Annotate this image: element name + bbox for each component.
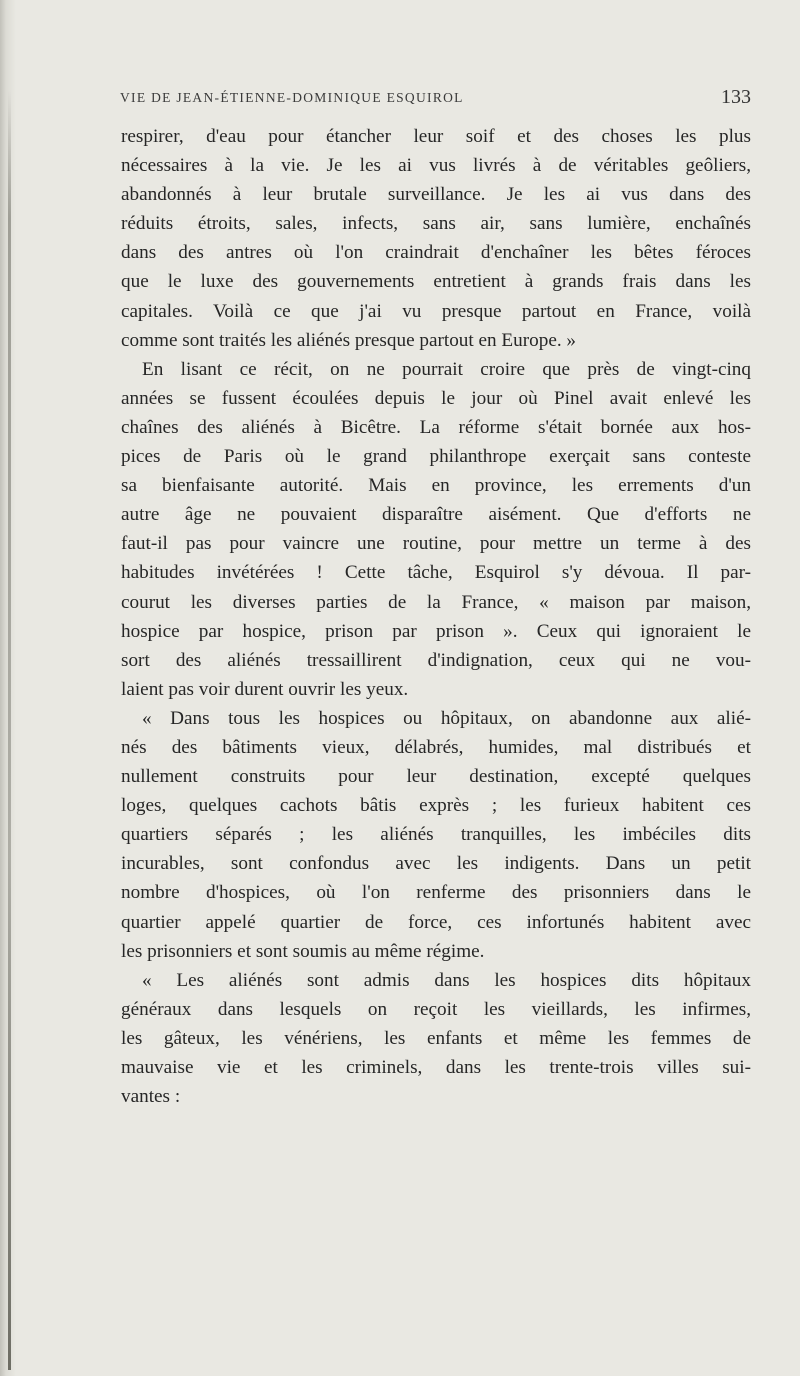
text-line: réduits étroits, sales, infects, sans air, sans lumière, enchaînés <box>121 213 751 235</box>
text-line: hospice par hospice, prison par prison ». Ceux qui ignoraient le <box>121 620 751 642</box>
page-header <box>120 86 751 110</box>
text-line: nés des bâtiments vieux, délabrés, humides, mal distribués et <box>121 736 751 758</box>
page-number: 133 <box>721 86 751 108</box>
paragraph-start-line: « Les aliénés sont admis dans les hospices dits hôpitaux <box>142 969 751 991</box>
text-line: sa bienfaisante autorité. Mais en province, les errements d'un <box>121 475 751 497</box>
text-line: nullement construits pour leur destination, excepté quelques <box>121 766 751 788</box>
text-line: les prisonniers et sont soumis au même régime. <box>121 940 485 962</box>
text-line: pices de Paris où le grand philanthrope exerçait sans conteste <box>121 446 751 468</box>
text-line: autre âge ne pouvaient disparaître aisément. Que d'efforts ne <box>121 504 751 526</box>
text-line: mauvaise vie et les criminels, dans les trente-trois villes sui- <box>121 1057 751 1078</box>
paragraph-start-line: « Dans tous les hospices ou hôpitaux, on abandonne aux alié- <box>142 707 751 729</box>
text-line: courut les diverses parties de la France, « maison par maison, <box>121 591 751 613</box>
text-line: quartier appelé quartier de force, ces infortunés habitent avec <box>121 911 751 933</box>
binding-gutter <box>8 90 11 1370</box>
text-line: quartiers séparés ; les aliénés tranquilles, les imbéciles dits <box>121 824 751 846</box>
text-line: nécessaires à la vie. Je les ai vus livrés à de véritables geôliers, <box>121 155 751 177</box>
text-line: loges, quelques cachots bâtis exprès ; les furieux habitent ces <box>121 795 751 817</box>
paragraph-start-line: En lisant ce récit, on ne pourrait croire que près de vingt-cinq <box>142 358 751 380</box>
running-head: VIE DE JEAN-ÉTIENNE-DOMINIQUE ESQUIROL <box>120 90 464 105</box>
text-line: laient pas voir durent ouvrir les yeux. <box>121 678 409 700</box>
text-line: nombre d'hospices, où l'on renferme des prisonniers dans le <box>121 882 751 904</box>
text-line: comme sont traités les aliénés presque partout en Europe. » <box>121 329 577 351</box>
text-line: sort des aliénés tressaillirent d'indignation, ceux qui ne vou- <box>121 649 751 671</box>
text-line: abandonnés à leur brutale surveillance. Je les ai vus dans des <box>121 184 751 206</box>
text-line: chaînes des aliénés à Bicêtre. La réforme s'était bornée aux hos- <box>121 416 751 438</box>
text-line: dans des antres où l'on craindrait d'enchaîner les bêtes féroces <box>121 242 751 264</box>
text-line: respirer, d'eau pour étancher leur soif et des choses les plus <box>121 126 751 147</box>
text-line: que le luxe des gouvernements entretient à grands frais dans les <box>121 271 751 293</box>
body-text <box>121 122 751 1111</box>
text-line: les gâteux, les vénériens, les enfants et même les femmes de <box>121 1027 751 1049</box>
text-line: faut-il pas pour vaincre une routine, pour mettre un terme à des <box>121 533 751 555</box>
text-line: incurables, sont confondus avec les indigents. Dans un petit <box>121 853 751 875</box>
text-line: années se fussent écoulées depuis le jour où Pinel avait enlevé les <box>121 387 751 409</box>
text-line: capitales. Voilà ce que j'ai vu presque partout en France, voilà <box>121 300 751 322</box>
text-line: vantes : <box>121 1086 181 1108</box>
text-line: généraux dans lesquels on reçoit les vieillards, les infirmes, <box>121 998 751 1020</box>
text-line: habitudes invétérées ! Cette tâche, Esquirol s'y dévoua. Il par- <box>121 562 751 584</box>
